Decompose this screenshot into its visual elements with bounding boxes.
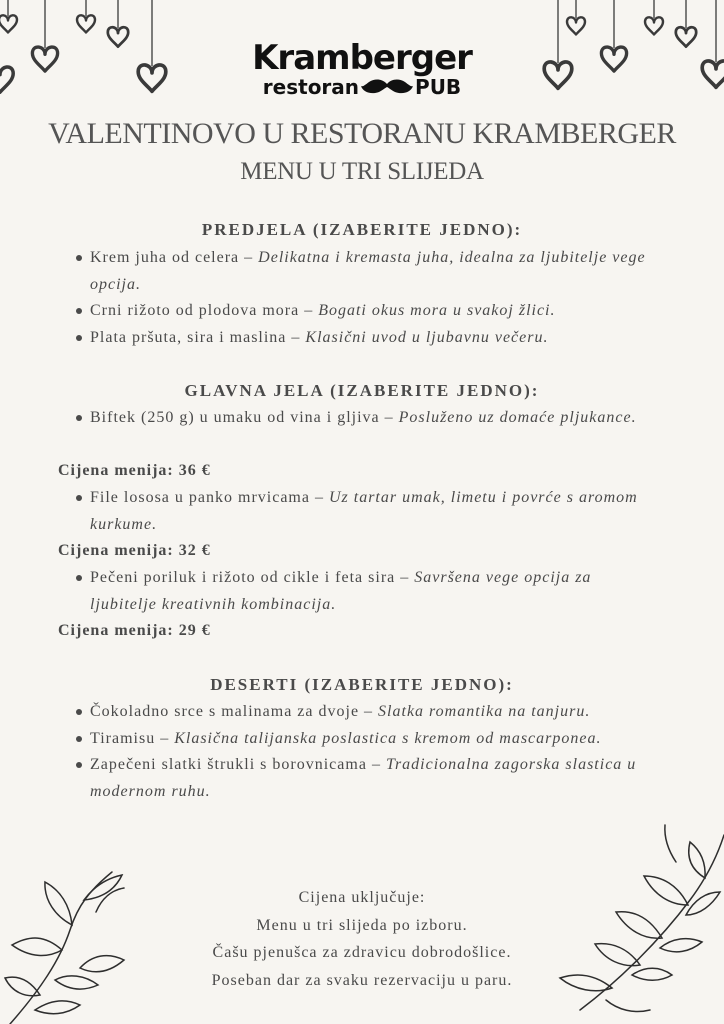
mains-list — [70, 485, 660, 538]
dish-name: Krem juha od celera — [90, 249, 240, 266]
desserts-list — [70, 699, 660, 805]
dish-description: Uz tartar umak, limetu i povrće s aromom kurkume. — [90, 489, 638, 533]
dish-description: Slatka romantika na tanjuru. — [378, 703, 591, 720]
dish-name: Plata pršuta, sira i maslina — [90, 328, 287, 346]
page-title: VALENTINOVO U RESTORANU KRAMBERGER — [48, 117, 676, 150]
hanging-heart-icon — [77, 0, 95, 33]
list-item — [70, 405, 660, 432]
mains-list — [70, 405, 660, 432]
page-subtitle: MENU U TRI SLIJEDA — [240, 158, 484, 185]
dish-name: Zapečeni slatki štrukli s borovnicama — [90, 756, 367, 773]
dish-description: Bogati okus mora u svakoj žlici. — [318, 302, 556, 319]
dish-name: Pečeni poriluk i rižoto od cikle i feta sira — [90, 569, 396, 586]
dish-description: Tradicionalna zagorska slastica u modernom ruhu. — [90, 756, 637, 800]
hanging-heart-icon — [645, 0, 663, 35]
price-includes — [0, 884, 724, 994]
logo-left-word: restoran — [262, 75, 360, 99]
includes-heading: Cijena uključuje: — [298, 889, 426, 906]
dish-name: Crni rižoto od plodova mora — [90, 302, 300, 319]
desserts-heading: DESERTI (IZABERITE JEDNO): — [210, 675, 514, 694]
menu-price: Cijena menija: 29 € — [58, 622, 211, 639]
list-item — [70, 726, 660, 753]
dish-separator: – — [379, 409, 399, 426]
includes-line: Poseban dar za svaku rezervaciju u paru. — [211, 971, 513, 989]
list-item — [70, 325, 660, 352]
mustache-icon — [361, 78, 413, 96]
dish-description: Posluženo uz domaće pljukance. — [398, 409, 637, 426]
dish-name: Čokoladno srce s malinama za dvoje — [90, 703, 360, 720]
dish-separator: – — [309, 489, 329, 506]
menu-price: Cijena menija: 32 € — [58, 542, 211, 559]
dish-separator: – — [395, 569, 415, 586]
dish-name: Biftek (250 g) u umaku od vina i gljiva — [90, 409, 380, 426]
mains-list — [70, 565, 660, 618]
starters-heading: PREDJELA (IZABERITE JEDNO): — [201, 220, 523, 239]
dish-name: Tiramisu — [90, 729, 156, 747]
dish-name: File lososa u panko mrvicama — [90, 489, 310, 506]
includes-line: Menu u tri slijeda po izboru. — [256, 916, 468, 934]
logo-subline — [263, 76, 461, 98]
list-item — [70, 752, 660, 805]
list-item — [70, 245, 660, 298]
mains-heading: GLAVNA JELA (IZABERITE JEDNO): — [184, 381, 540, 400]
dish-description: Savršena vege opcija za ljubitelje kreativnih kombinacija. — [90, 569, 592, 613]
dish-separator: – — [366, 756, 386, 773]
list-item — [70, 485, 660, 538]
dish-separator: – — [155, 729, 175, 747]
hanging-heart-icon — [0, 0, 17, 33]
dish-description: Delikatna i kremasta juha, idealna za ljubitelje vege opcija. — [90, 249, 646, 293]
list-item — [70, 699, 660, 726]
menu-price: Cijena menija: 36 € — [58, 462, 211, 479]
dish-separator: – — [359, 703, 379, 720]
list-item — [70, 565, 660, 618]
logo-right-word: PUB — [415, 75, 462, 99]
dish-separator: – — [239, 249, 259, 266]
dish-separator: – — [299, 302, 319, 319]
dish-description: Klasični uvod u ljubavnu večeru. — [305, 328, 549, 346]
list-item — [70, 298, 660, 325]
logo-brand: Kramberger — [252, 38, 472, 78]
starters-list — [70, 245, 660, 351]
hanging-heart-icon — [567, 0, 585, 35]
dish-description: Klasična talijanska poslastica s kremom od mascarponea. — [174, 729, 602, 747]
restaurant-logo — [0, 40, 724, 98]
includes-line: Čašu pjenušca za zdravicu dobrodošlice. — [212, 944, 512, 961]
dish-separator: – — [286, 328, 306, 346]
